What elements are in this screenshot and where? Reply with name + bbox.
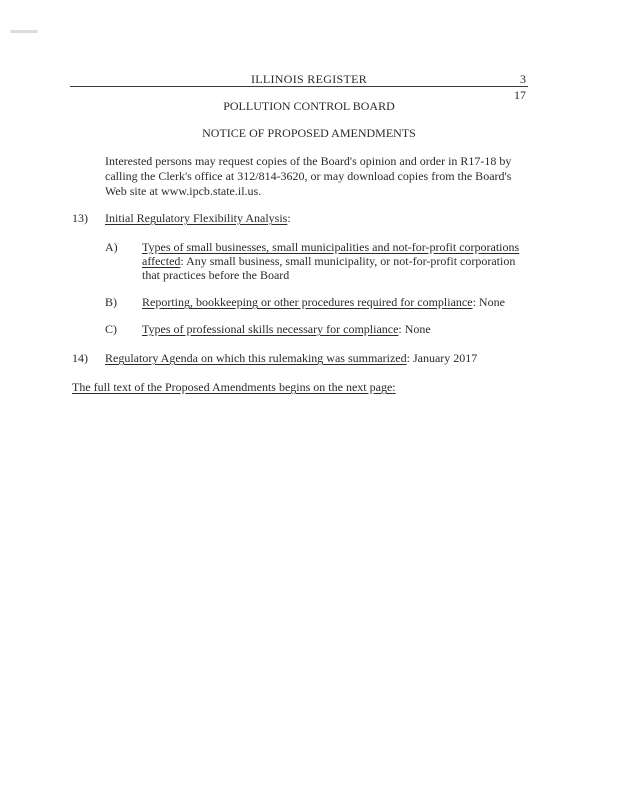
scan-artifact: [10, 30, 38, 33]
subitem-b-line: [142, 295, 505, 310]
subitem-a-label-line1: Types of small businesses, small municipalities and not-for-profit corporations: [142, 240, 520, 254]
intro-paragraph: Interested persons may request copies of the Board's opinion and order in R17-18 by calling the Clerk's office at 312/814-3620, or may download copies from the Board's Web site at www.ipcb.state.il.us.: [105, 154, 512, 198]
subitem-c-text: : None: [398, 322, 431, 336]
header-rule: [70, 86, 528, 87]
issue-number: 17: [514, 88, 526, 102]
page-number: 3: [520, 72, 526, 86]
subitem-a-letter: A): [105, 240, 118, 254]
subitem-b-letter: B): [105, 295, 117, 309]
subitem-a-line1: [142, 240, 519, 255]
item-14-heading: Regulatory Agenda on which this rulemaking was summarized: [105, 351, 407, 365]
item-14-number: 14): [72, 351, 88, 365]
closing-suffix: :: [392, 380, 396, 394]
register-title: ILLINOIS REGISTER: [250, 72, 368, 86]
item-14-line: [105, 351, 477, 366]
subitem-b-label: Reporting, bookkeeping or other procedures required for compliance: [142, 295, 473, 309]
agency-name: POLLUTION CONTROL BOARD: [223, 99, 395, 113]
notice-title: NOTICE OF PROPOSED AMENDMENTS: [202, 126, 416, 140]
subitem-a-text-line2: : Any small business, small municipality, or not-for-profit corporation: [180, 254, 516, 268]
subitem-a-line3: that practices before the Board: [142, 268, 290, 282]
item-13-heading-line: [105, 211, 291, 226]
item-13-heading: Initial Regulatory Flexibility Analysis: [105, 211, 288, 225]
subitem-a-line2: [142, 254, 515, 269]
closing-text: The full text of the Proposed Amendments begins on the next page: [72, 380, 393, 394]
subitem-c-letter: C): [105, 322, 117, 336]
subitem-c-label: Types of professional skills necessary for compliance: [142, 322, 399, 336]
item-13-heading-suffix: :: [287, 211, 291, 225]
subitem-c-line: [142, 322, 431, 337]
item-13-number: 13): [72, 211, 88, 225]
subitem-a-label-line2: affected: [142, 254, 181, 268]
closing-line: [72, 380, 396, 395]
item-14-text: : January 2017: [406, 351, 478, 365]
subitem-b-text: : None: [472, 295, 505, 309]
